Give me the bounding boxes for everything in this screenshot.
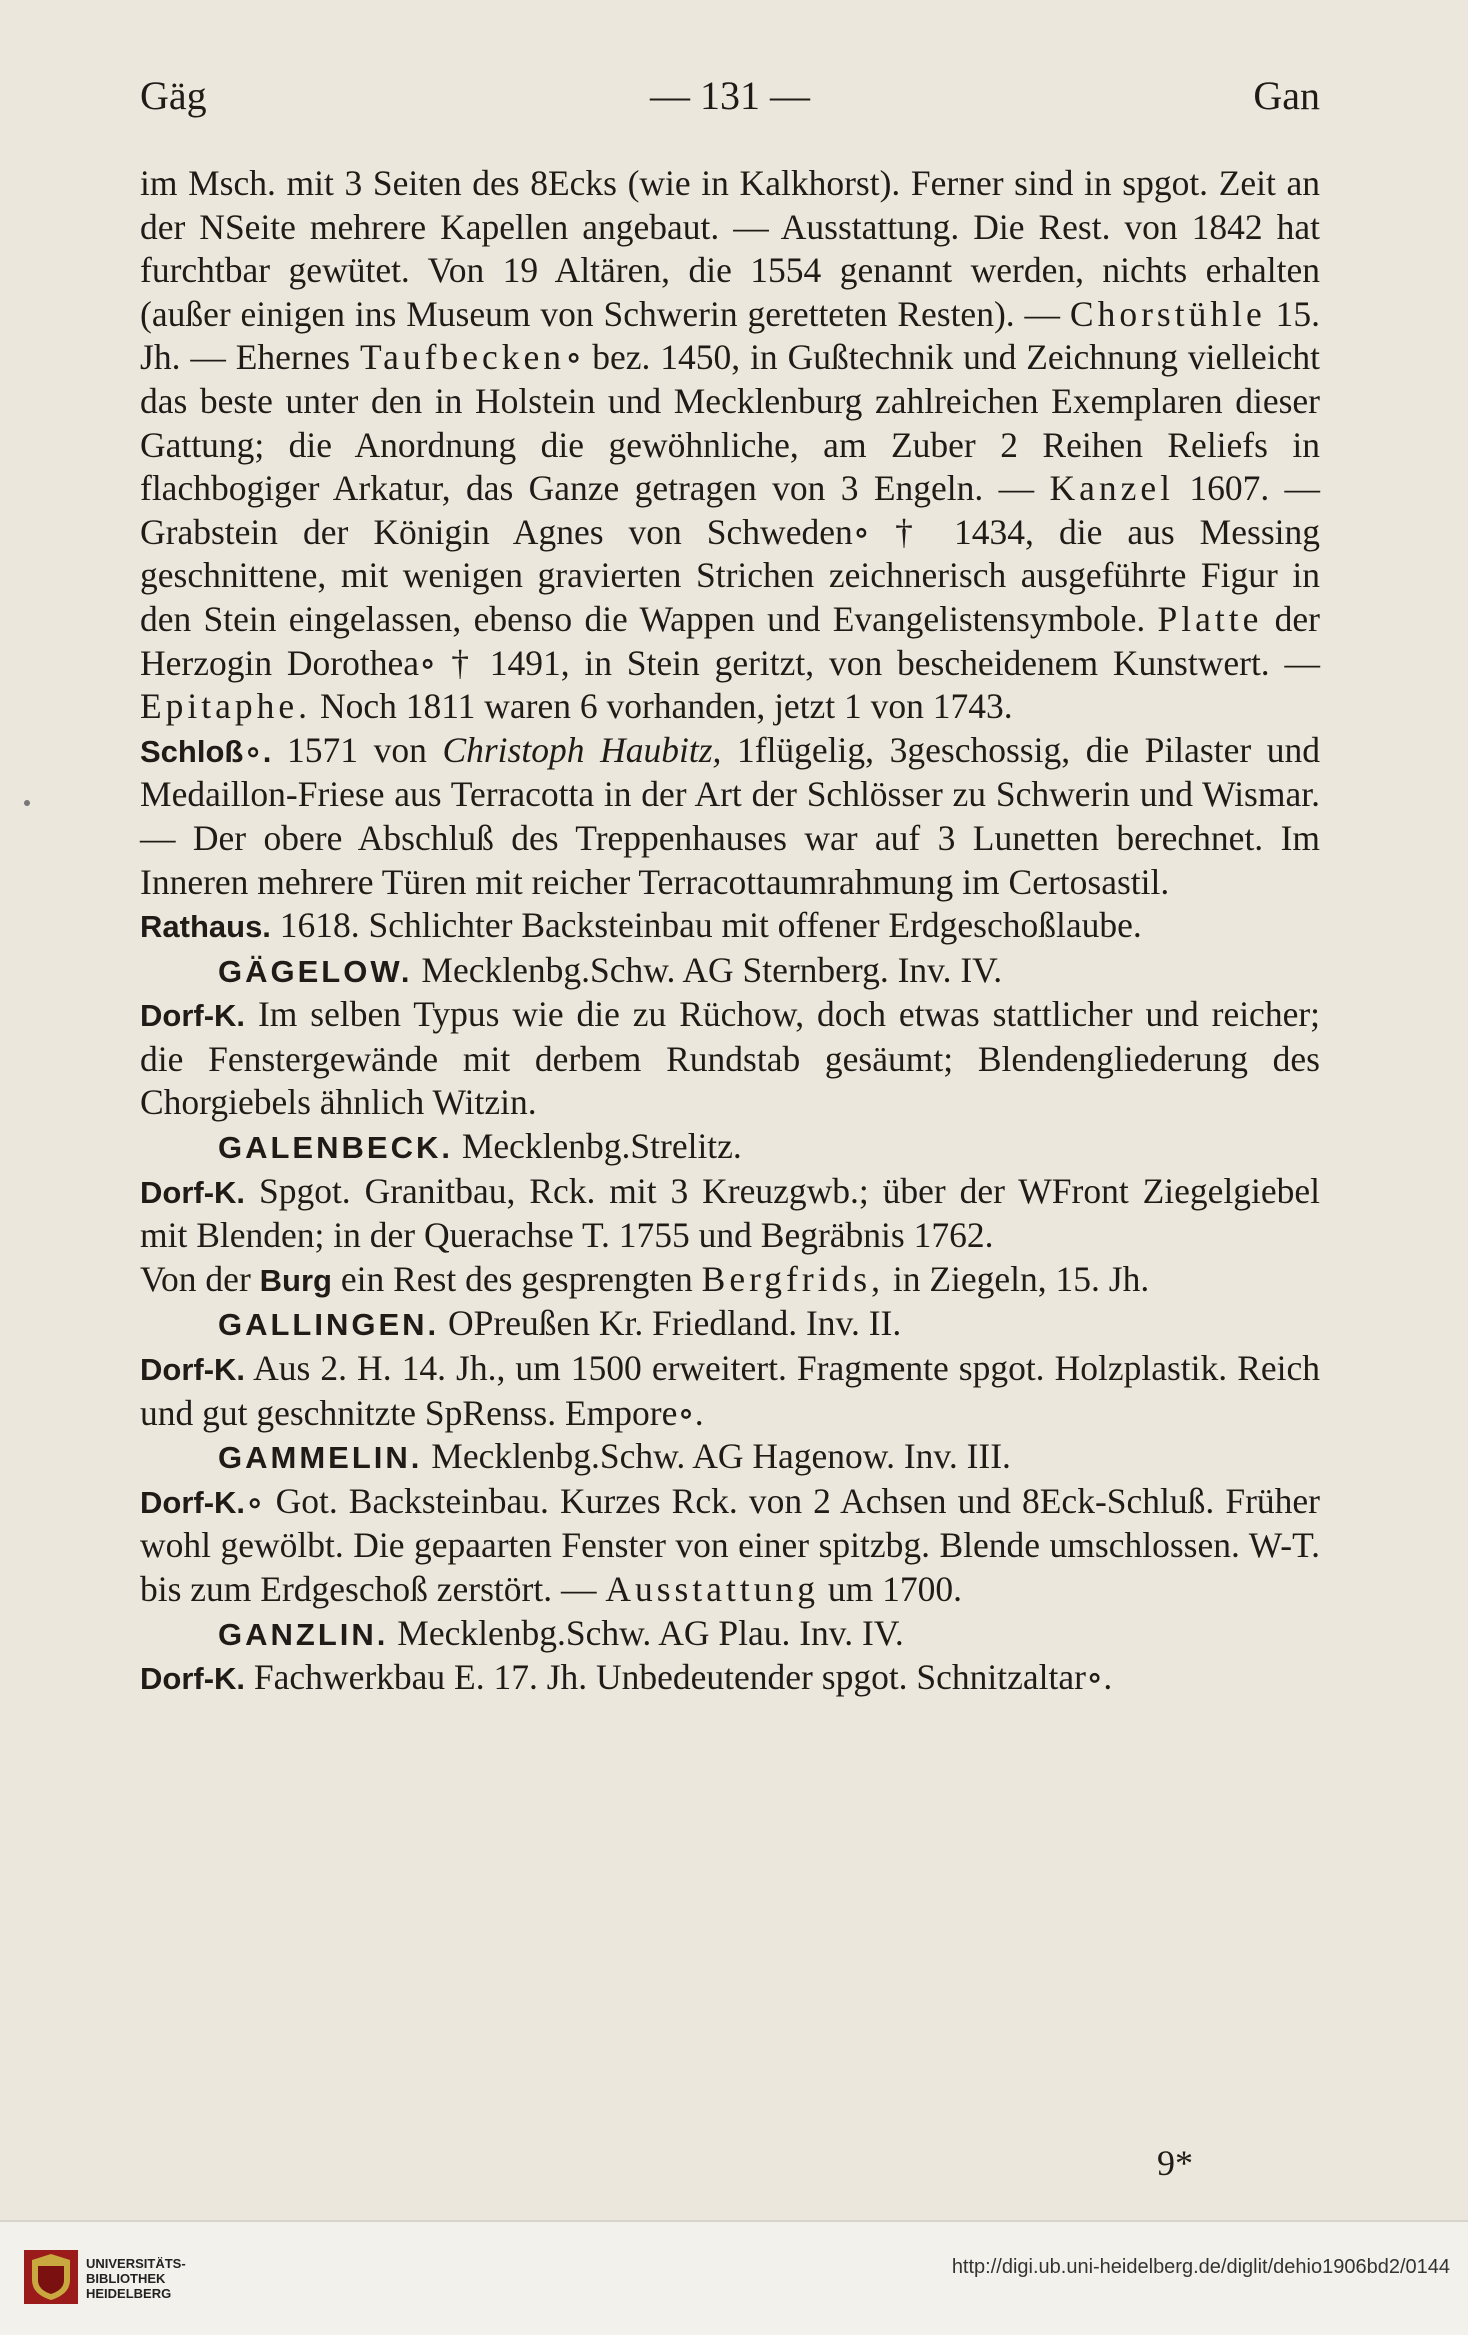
header-left: Gäg bbox=[140, 73, 207, 118]
source-url-link[interactable]: http://digi.ub.uni-heidelberg.de/diglit/dehio1906bd2/0144 bbox=[951, 2256, 1450, 2278]
entry-text-galenbeck: Dorf-K. Spgot. Granitbau, Rck. mit 3 Kreuzgwb.; über der WFront Ziegelgiebel mit Blenden; in der Querachse T. 1755 und Begräbnis 1762. bbox=[140, 1170, 1320, 1256]
entry-text-gallingen: Dorf-K. Aus 2. H. 14. Jh., um 1500 erweitert. Fragmente spgot. Holzplastik. Reich und gut geschnitzte SpRenss. Empore∘. bbox=[140, 1348, 1320, 1433]
entry-heading-gammelin: GAMMELIN. Mecklenbg.Schw. AG Hagenow. Inv. III. bbox=[218, 1436, 1011, 1477]
page-number: — 131 — bbox=[650, 73, 810, 118]
entry-text-gaegelow: Dorf-K. Im selben Typus wie die zu Rüchow, doch etwas stattlicher und reicher; die Fenstergewände mit derbem Rundstab gesäumt; Blendengliederung des Chorgiebels ähnlich Witzin. bbox=[140, 994, 1321, 1123]
entry-heading-gaegelow: GÄGELOW. Mecklenbg.Schw. AG Sternberg. Inv. IV. bbox=[218, 949, 1003, 990]
paragraph-church: im Msch. mit 3 Seiten des 8Ecks (wie in Kalkhorst). Ferner sind in spgot. Zeit an der NSeite mehrere Kapellen angebaut. — Ausstattung. Die Rest. von 1842 hat furchtbar gewütet. Von 19 Altären, die 1554 genannt werden, nichts erhalten (außer einigen ins Museum von Schwerin geretteten Resten). — Chorstühle 15. Jh. — Ehernes Taufbecken∘ bez. 1450, in Gußtechnik und Zeichnung vielleicht das beste unter den in Holstein und Mecklenburg zahlreichen Exemplaren dieser Gattung; die Anordnung die gewöhnliche, am Zuber 2 Reihen Reliefs in flachbogiger Arkatur, das Ganze getragen von 3 Engeln. — Kanzel 1607. — Grabstein der Königin Agnes von Schweden∘ † 1434, die aus Messing geschnittene, mit wenigen gravierten Strichen zeichnerisch ausgeführte Figur in den Stein eingelassen, ebenso die Wappen und Evangelistensymbole. Platte der Herzogin Dorothea∘ † 1491, in Stein geritzt, von bescheidenem Kunstwert. — Epitaphe. Noch 1811 waren 6 vorhanden, jetzt 1 von 1743. bbox=[140, 163, 1321, 727]
entry-heading-galenbeck: GALENBECK. Mecklenbg.Strelitz. bbox=[218, 1126, 742, 1167]
signature-mark: 9* bbox=[1157, 2143, 1193, 2183]
entry-text-ganzlin: Dorf-K. Fachwerkbau E. 17. Jh. Unbedeutender spgot. Schnitzaltar∘. bbox=[140, 1657, 1113, 1698]
entry-text-galenbeck-burg: Von der Burg ein Rest des gesprengten Bergfrids, in Ziegeln, 15. Jh. bbox=[140, 1258, 1150, 1299]
entry-heading-gallingen: GALLINGEN. OPreußen Kr. Friedland. Inv. II. bbox=[218, 1303, 902, 1344]
footer-bar bbox=[0, 2220, 1468, 2335]
paragraph-rathaus: Rathaus. 1618. Schlichter Backsteinbau mit offener Erdgeschoßlaube. bbox=[140, 905, 1142, 946]
page-body bbox=[140, 162, 1320, 1701]
library-logo-icon bbox=[24, 2250, 78, 2304]
entry-heading-ganzlin: GANZLIN. Mecklenbg.Schw. AG Plau. Inv. IV. bbox=[218, 1612, 904, 1653]
running-header bbox=[140, 72, 1320, 126]
entry-text-gammelin: Dorf-K.∘ Got. Backsteinbau. Kurzes Rck. von 2 Achsen und 8Eck-Schluß. Früher wohl gewölbt. Die gepaarten Fenster von einer spitzbg. Blende umschlossen. W-T. bis zum Erdgeschoß zerstört. — Ausstattung um 1700. bbox=[140, 1480, 1320, 1609]
paragraph-schloss: Schloß∘. 1571 von Christoph Haubitz, 1flügelig, 3geschossig, die Pilaster und Medaillon-Friese aus Terracotta in der Art der Schlösser zu Schwerin und Wismar. — Der obere Abschluß des Treppenhauses war auf 3 Lunetten berechnet. Im Inneren mehrere Türen mit reicher Terracottaumrahmung im Certosastil. bbox=[140, 729, 1321, 902]
library-name: UNIVERSITÄTS- BIBLIOTHEK HEIDELBERG bbox=[86, 2256, 186, 2301]
header-right: Gan bbox=[1253, 73, 1320, 118]
margin-dot bbox=[24, 800, 30, 806]
